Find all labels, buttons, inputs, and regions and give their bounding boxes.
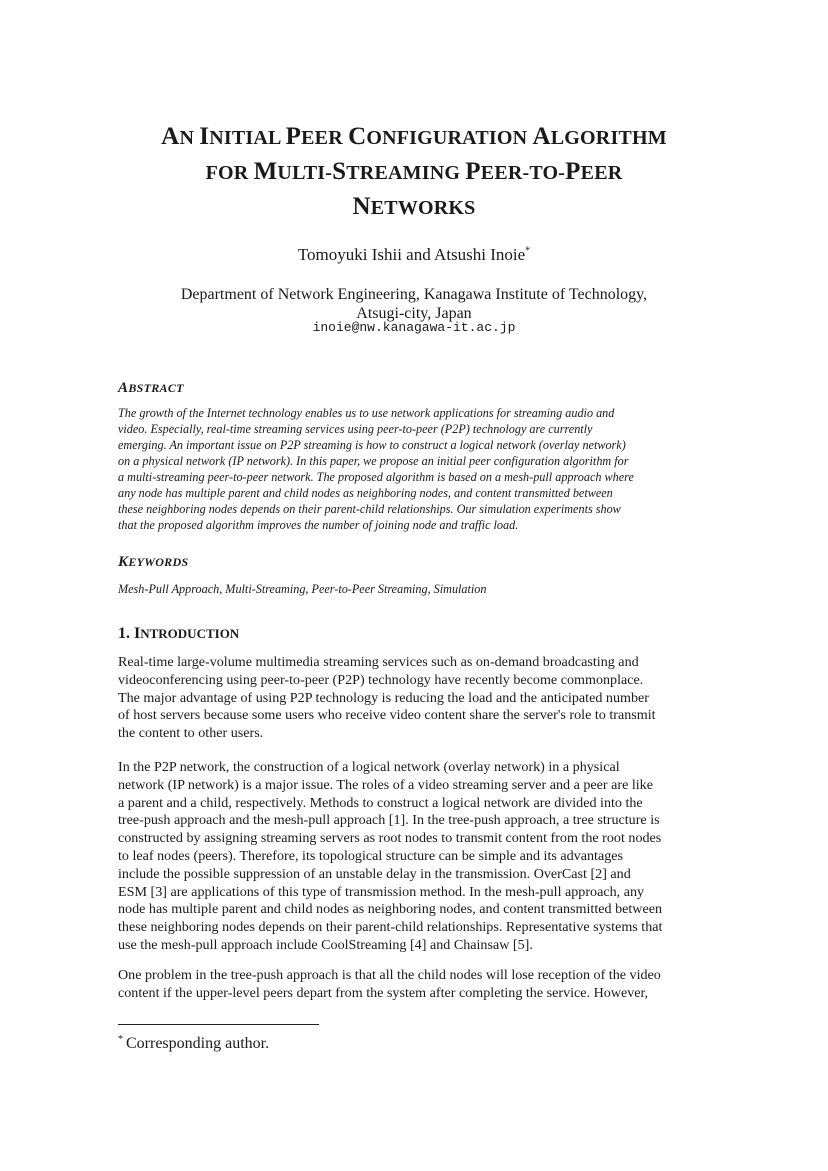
text-line: node has multiple parent and child nodes as neighboring nodes, and content transmitted between: [118, 901, 663, 918]
text-line: Real-time large-volume multimedia streaming services such as on-demand broadcasting and: [118, 654, 639, 670]
author-names: Tomoyuki Ishii and Atsushi Inoie: [297, 245, 526, 264]
title-line-2: FOR MULTI-STREAMING PEER-TO-PEER: [205, 158, 623, 185]
text-line: constructed by assigning streaming servers as root nodes to transmit content from the root nodes: [118, 830, 662, 847]
text-line: to leaf nodes (peers). Therefore, its topological structure can be simple and its advantages: [118, 847, 623, 864]
text-line: tree-push approach and the mesh-pull approach [1]. In the tree-push approach, a tree structure is: [118, 812, 660, 829]
text-line: The major advantage of using P2P technology is reducing the load and the anticipated number: [118, 689, 649, 706]
text-line: these neighboring nodes depends on their parent-child relationships. Representative systems that: [118, 919, 663, 936]
affiliation-line-1: Department of Network Engineering, Kanagawa Institute of Technology,: [180, 286, 648, 303]
text-line: In the P2P network, the construction of a logical network (overlay network) in a physical: [118, 759, 620, 775]
text-line: network (IP network) is a major issue. The roles of a video streaming server and a peer are like: [118, 776, 653, 793]
text-line: include the possible suppression of an unstable delay in the transmission. OverCast [2] and: [118, 865, 631, 882]
text-line: the content to other users.: [118, 725, 264, 742]
intro-paragraph-1: [118, 654, 710, 743]
author-list: [0, 244, 828, 266]
footnote: [118, 1034, 269, 1053]
intro-paragraph-3: [118, 967, 710, 1003]
abstract-line: The growth of the Internet technology enables us to use network applications for streaming audio and: [118, 406, 615, 420]
keywords-text: Mesh-Pull Approach, Multi-Streaming, Peer-to-Peer Streaming, Simulation: [118, 582, 487, 596]
text-line: One problem in the tree-push approach is that all the child nodes will lose reception of the video: [118, 967, 661, 983]
section-heading-introduction: 1. INTRODUCTION: [118, 625, 240, 642]
text-line: use the mesh-pull approach include CoolStreaming [4] and Chainsaw [5].: [118, 936, 533, 953]
footnote-text: Corresponding author.: [126, 1035, 270, 1052]
text-line: videoconferencing using peer-to-peer (P2P) technology have recently become commonplace.: [118, 671, 644, 688]
text-line: ESM [3] are applications of this type of transmission method. In the mesh-pull approach, any: [118, 883, 645, 900]
intro-paragraph-2: [118, 759, 710, 955]
abstract-line: a multi-streaming peer-to-peer network. The proposed algorithm is based on a mesh-pull approach where: [118, 470, 634, 484]
text-line: content if the upper-level peers depart from the system after completing the service. However,: [118, 984, 649, 1001]
abstract-line: that the proposed algorithm improves the number of joining node and traffic load.: [118, 518, 519, 532]
author-footnote-mark: *: [525, 245, 531, 257]
abstract-line: these neighboring nodes depends on their parent-child relationships. Our simulation experiments show: [118, 502, 621, 516]
affiliation-line-2: Atsugi-city, Japan: [356, 305, 472, 322]
affiliation: [0, 285, 828, 323]
title-line-3: NETWORKS: [352, 193, 476, 220]
keywords-heading: KEYWORDS: [118, 554, 189, 570]
text-line: a parent and a child, respectively. Methods to construct a logical network are divided into the: [118, 794, 643, 811]
title-line-1: AN INITIAL PEER CONFIGURATION ALGORITHM: [161, 123, 667, 150]
abstract-line: video. Especially, real-time streaming services using peer-to-peer (P2P) technology are currently: [118, 422, 593, 436]
abstract-text: [118, 405, 710, 533]
abstract-line: on a physical network (IP network). In this paper, we propose an initial peer configuration algorithm for: [118, 454, 629, 468]
abstract-line: any node has multiple parent and child nodes as neighboring nodes, and content transmitted between: [118, 486, 613, 500]
paper-title: [90, 120, 738, 225]
author-email: inoie@nw.kanagawa-it.ac.jp: [312, 320, 516, 335]
abstract-heading: ABSTRACT: [118, 380, 184, 396]
abstract-line: emerging. An important issue on P2P streaming is how to construct a logical network (overlay network): [118, 438, 626, 452]
text-line: of host servers because some users who receive video content share the server's role to transmit: [118, 707, 656, 724]
footnote-divider: [118, 1024, 319, 1025]
footnote-mark: *: [118, 1033, 123, 1045]
